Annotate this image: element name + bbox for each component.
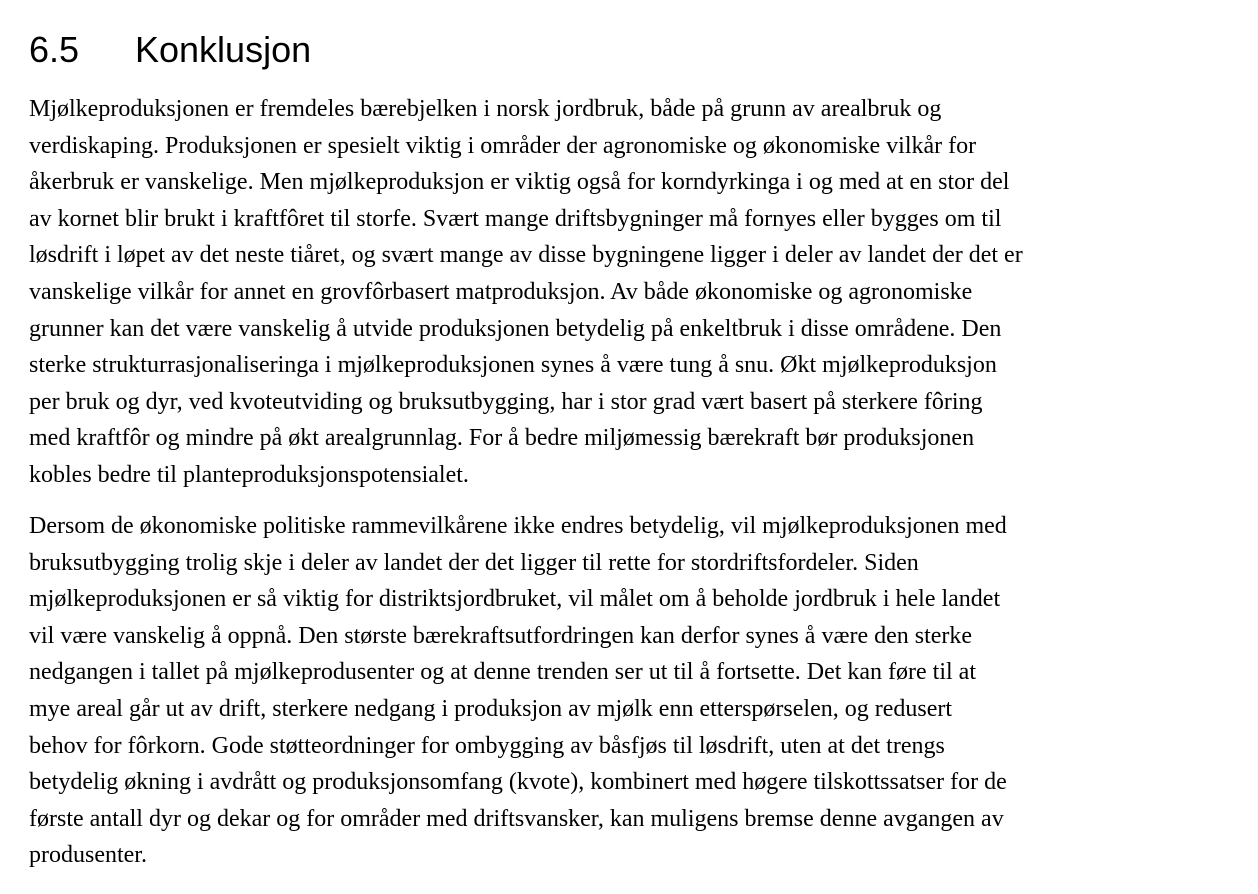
text-line: sterke strukturrasjonaliseringa i mjølkeproduksjonen synes å være tung å snu. Økt mjølkeproduksjon: [29, 352, 997, 379]
text-line: grunner kan det være vanskelig å utvide produksjonen betydelig på enkeltbruk i disse områdene. Den: [29, 315, 1002, 342]
text-line: verdiskaping. Produksjonen er spesielt viktig i områder der agronomiske og økonomiske vilkår for: [29, 132, 977, 159]
text-line: løsdrift i løpet av det neste tiåret, og svært mange av disse bygningene ligger i deler av landet der det er: [29, 242, 1023, 269]
text-line: Mjølkeproduksjonen er fremdeles bærebjelken i norsk jordbruk, både på grunn av arealbruk og: [29, 96, 942, 122]
text-line: betydelig økning i avdrått og produksjonsomfang (kvote), kombinert med høgere tilskottssatser for de: [29, 769, 1007, 796]
paragraph-1: [29, 91, 1023, 494]
text-line: nedgangen i tallet på mjølkeprodusenter og at denne trenden ser ut til å fortsette. Det kan føre til at: [29, 659, 977, 686]
text-line: vil være vanskelig å oppnå. Den største bærekraftsutfordringen kan derfor synes å være den sterke: [29, 622, 973, 649]
paragraph-2: [29, 508, 1007, 874]
text-line: vanskelige vilkår for annet en grovfôrbasert matproduksjon. Av både økonomiske og agronomiske: [29, 278, 973, 305]
text-line: mjølkeproduksjonen er så viktig for distriktsjordbruket, vil målet om å beholde jordbruk i hele landet: [29, 586, 1001, 613]
text-line: behov for fôrkorn. Gode støtteordninger for ombygging av båsfjøs til løsdrift, uten at det trengs: [29, 732, 945, 759]
text-line: bruksutbygging trolig skje i deler av landet der det ligger til rette for stordriftsfordeler. Siden: [29, 549, 919, 576]
text-line: per bruk og dyr, ved kvoteutviding og bruksutbygging, har i stor grad vært basert på sterkere fôring: [29, 388, 983, 415]
text-line: produsenter.: [29, 842, 147, 869]
text-line: av kornet blir brukt i kraftfôret til storfe. Svært mange driftsbygninger må fornyes eller bygges om til: [29, 205, 1002, 232]
section-number: 6.5: [29, 29, 80, 70]
text-line: åkerbruk er vanskelige. Men mjølkeproduksjon er viktig også for korndyrkinga i og med at en stor del: [29, 169, 1010, 196]
text-line: første antall dyr og dekar og for områder med driftsvansker, kan muligens bremse denne avgangen av: [29, 805, 1004, 832]
section-heading: [29, 28, 311, 72]
section-title: Konklusjon: [135, 29, 312, 70]
text-line: med kraftfôr og mindre på økt arealgrunnlag. For å bedre miljømessig bærekraft bør produksjonen: [29, 425, 975, 452]
text-line: Dersom de økonomiske politiske rammevilkårene ikke endres betydelig, vil mjølkeproduksjonen med: [29, 513, 1007, 539]
text-line: kobles bedre til planteproduksjonspotensialet.: [29, 461, 469, 488]
text-line: mye areal går ut av drift, sterkere nedgang i produksjon av mjølk enn etterspørselen, og redusert: [29, 695, 953, 722]
